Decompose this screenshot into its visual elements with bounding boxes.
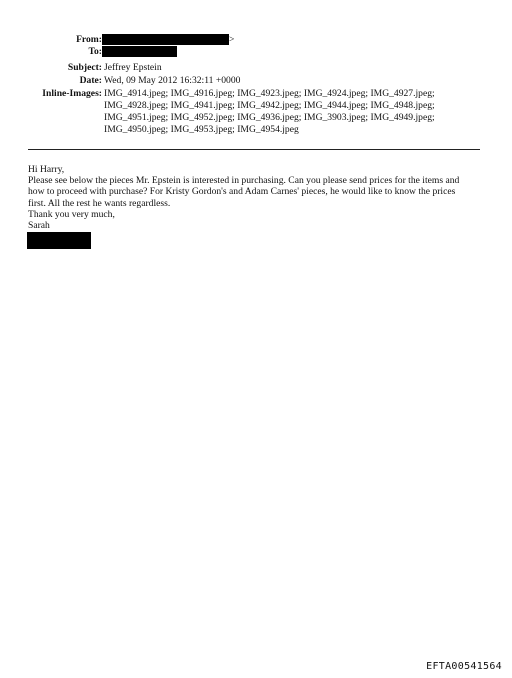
document-id: EFTA00541564 — [426, 661, 502, 672]
closing: Thank you very much, — [28, 208, 115, 220]
date-label: Date: — [79, 75, 102, 86]
header-divider — [28, 149, 480, 150]
inline-images-line: IMG_4914.jpeg; IMG_4916.jpeg; IMG_4923.jpeg; IMG_4924.jpeg; IMG_4927.jpeg; — [104, 88, 435, 99]
subject-row — [0, 62, 512, 73]
paragraph-line: first. All the rest he wants regardless. — [28, 197, 171, 209]
message-body — [28, 164, 488, 231]
inline-images-line: IMG_4950.jpeg; IMG_4953.jpeg; IMG_4954.jpeg — [104, 124, 299, 135]
paragraph-line: how to proceed with purchase? For Kristy Gordon's and Adam Carnes' pieces, he would like to know the prices — [28, 186, 456, 198]
from-label: From: — [76, 34, 102, 45]
to-redaction — [102, 46, 177, 57]
subject-label: Subject: — [67, 62, 102, 73]
paragraph-line: Please see below the pieces Mr. Epstein is interested in purchasing. Can you please send prices for the items and — [28, 175, 460, 187]
inline-images-label: Inline-Images: — [42, 88, 102, 99]
date-row — [0, 75, 512, 86]
from-suffix: > — [229, 34, 235, 45]
signature: Sarah — [28, 220, 50, 232]
from-redaction — [102, 34, 229, 45]
to-row — [0, 46, 512, 57]
inline-images-row — [0, 88, 512, 136]
from-row — [0, 34, 512, 45]
inline-images-line: IMG_4928.jpeg; IMG_4941.jpeg; IMG_4942.jpeg; IMG_4944.jpeg; IMG_4948.jpeg; — [104, 100, 435, 111]
signature-redaction — [27, 232, 91, 249]
date-value: Wed, 09 May 2012 16:32:11 +0000 — [104, 75, 241, 86]
subject-value: Jeffrey Epstein — [104, 62, 162, 73]
greeting: Hi Harry, — [28, 164, 65, 175]
to-label: To: — [88, 46, 102, 57]
inline-images-line: IMG_4951.jpeg; IMG_4952.jpeg; IMG_4936.jpeg; IMG_3903.jpeg; IMG_4949.jpeg; — [104, 112, 435, 123]
